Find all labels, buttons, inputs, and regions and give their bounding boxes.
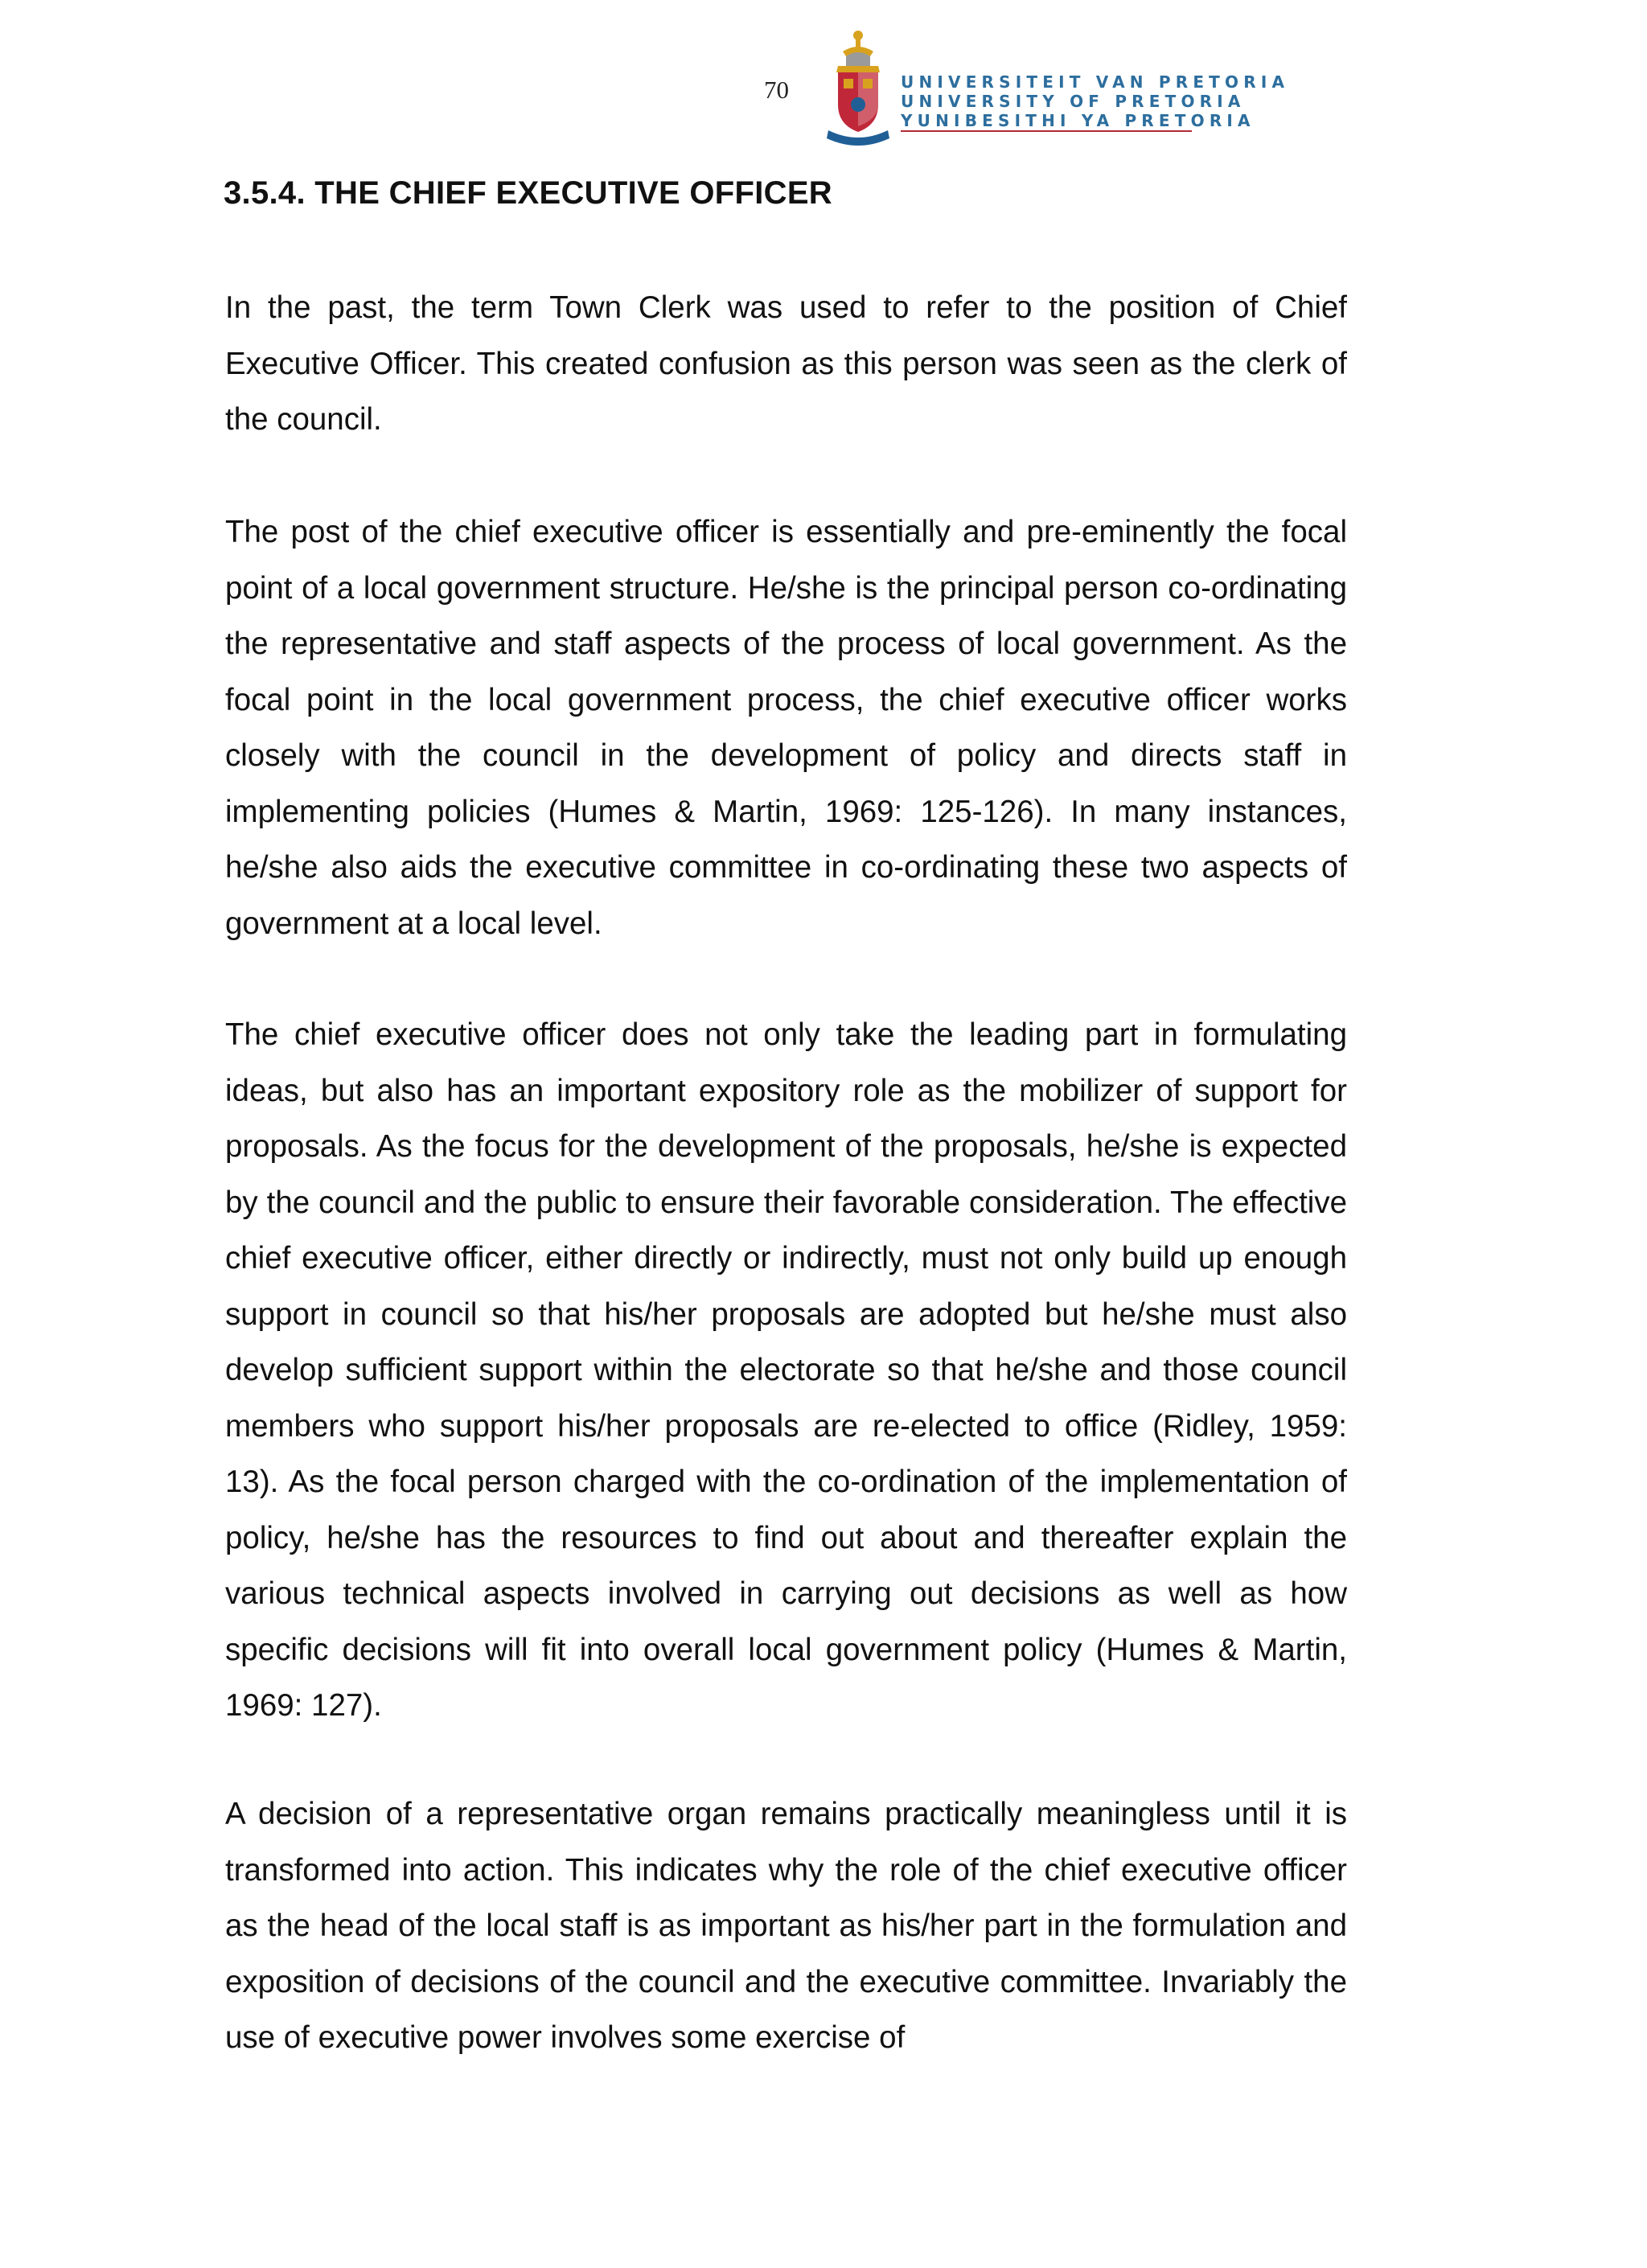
paragraph-expository-role: The chief executive officer does not only take the leading part in formulating ideas, but also has an important expository role as the mobilizer of support for proposals. As the focus for the development of the proposals, he/she is expected by the council and the public to ensure their favorable consideration. The effective chief executive officer, either directly or indirectly, must not only build up enough support in council so that his/her proposals are adopted but he/she must also develop sufficient support within the electorate so that he/she and those council members who support his/her proposals are re-elected to office (Ridley, 1959: 13). As the focal person charged with the co-ordination of the implementation of policy, he/she has the resources to find out about and thereafter explain the various technical aspects involved in carrying out decisions as well as how specific decisions will fit into overall local government policy (Humes & Martin, 1969: 127). [225,1017,1347,1723]
university-name-block [901,72,1289,130]
university-name-english: UNIVERSITY OF PRETORIA [901,92,1246,111]
paragraph-decision-action: A decision of a representative organ remains practically meaningless until it is transformed into action. This indicates why the role of the chief executive officer as the head of the local staff is as important as his/her part in the formulation and exposition of decisions of the council and the executive committee. Invariably the use of executive power involves some exercise of [225,1797,1347,2055]
university-crest-icon [814,24,902,153]
section-heading: 3.5.4. THE CHIEF EXECUTIVE OFFICER [224,175,832,211]
paragraph-focal-point: The post of the chief executive officer is essentially and pre-eminently the focal point of a local government structure. He/she is the principal person co-ordinating the representative and staff aspects of the process of local government. As the focal point in the local government process, the chief executive officer works closely with the council in the development of policy and directs staff in implementing policies (Humes & Martin, 1969: 125-126). In many instances, he/she also aids the executive committee in co-ordinating these two aspects of government at a local level. [225,515,1347,941]
page-number: 70 [764,76,789,104]
header-rule [901,130,1192,132]
paragraph-town-clerk: In the past, the term Town Clerk was used to refer to the position of Chief Executive Officer. This created confusion as this person was seen as the clerk of the council. [225,290,1347,437]
university-name-sepedi: YUNIBESITHI YA PRETORIA [901,111,1255,130]
university-name-afrikaans: UNIVERSITEIT VAN PRETORIA [901,72,1290,92]
